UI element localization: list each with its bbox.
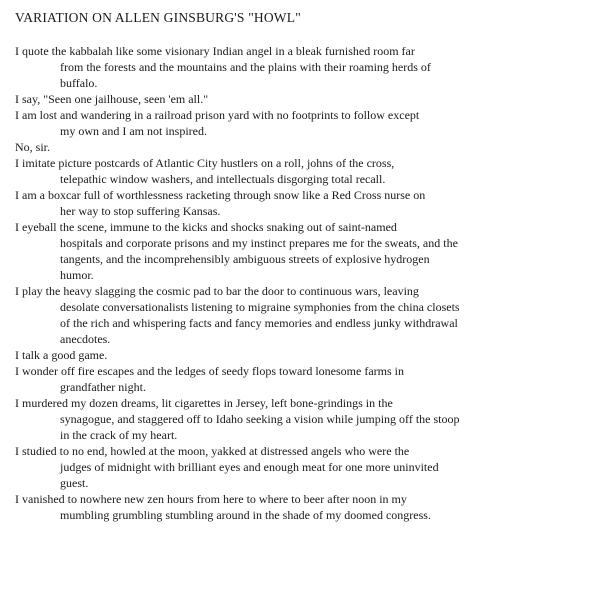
poem-line-continuation: grandfather night.	[60, 380, 146, 394]
poem-line-continuation: buffalo.	[60, 76, 98, 90]
poem-line: I am lost and wandering in a railroad prison yard with no footprints to follow except	[15, 108, 420, 122]
poem-stanza	[15, 283, 600, 347]
poem-line-continuation: humor.	[60, 268, 94, 282]
poem-line: I studied to no end, howled at the moon, yakked at distressed angels who were the	[15, 444, 410, 458]
poem-title: VARIATION ON ALLEN GINSBURG'S "HOWL"	[15, 10, 301, 25]
poem-stanza	[15, 187, 600, 219]
poem-line-continuation: of the rich and whispering facts and fancy memories and endless junky withdrawal	[60, 316, 458, 330]
poem-line: I vanished to nowhere new zen hours from here to where to beer after noon in my	[15, 492, 407, 506]
poem-stanza	[15, 43, 600, 91]
poem-stanza	[15, 395, 600, 443]
poem-line-continuation: hospitals and corporate prisons and my instinct prepares me for the sweats, and the	[60, 236, 458, 250]
poem-line: I murdered my dozen dreams, lit cigarettes in Jersey, left bone-grindings in the	[15, 396, 393, 410]
poem-line-continuation: synagogue, and staggered off to Idaho seeking a vision while jumping off the stoop	[60, 412, 460, 426]
poem-stanza	[15, 491, 600, 523]
poem-body	[15, 43, 600, 523]
document-page	[15, 9, 600, 523]
poem-line-continuation: from the forests and the mountains and the plains with their roaming herds of	[60, 60, 431, 74]
poem-line: I am a boxcar full of worthlessness racketing through snow like a Red Cross nurse on	[15, 188, 426, 202]
poem-line-continuation: guest.	[60, 476, 89, 490]
poem-line-continuation: judges of midnight with brilliant eyes and enough meat for one more uninvited	[60, 460, 439, 474]
poem-line: I talk a good game.	[15, 348, 108, 362]
poem-stanza	[15, 139, 600, 155]
poem-stanza	[15, 107, 600, 139]
poem-stanza	[15, 363, 600, 395]
poem-line: I play the heavy slagging the cosmic pad to bar the door to continuous wars, leaving	[15, 284, 419, 298]
poem-line: No, sir.	[15, 140, 51, 154]
poem-line: I wonder off fire escapes and the ledges of seedy flops toward lonesome farms in	[15, 364, 404, 378]
poem-line: I imitate picture postcards of Atlantic City hustlers on a roll, johns of the cross,	[15, 156, 395, 170]
poem-line-continuation: my own and I am not inspired.	[60, 124, 207, 138]
poem-line: I quote the kabbalah like some visionary Indian angel in a bleak furnished room far	[15, 44, 415, 58]
poem-line: I say, "Seen one jailhouse, seen 'em all."	[15, 92, 209, 106]
poem-stanza	[15, 155, 600, 187]
poem-stanza	[15, 443, 600, 491]
poem-stanza	[15, 347, 600, 363]
poem-stanza	[15, 91, 600, 107]
poem-line-continuation: in the crack of my heart.	[60, 428, 178, 442]
poem-stanza	[15, 219, 600, 283]
poem-line-continuation: telepathic window washers, and intellectuals disgorging total recall.	[60, 172, 386, 186]
poem-line-continuation: mumbling grumbling stumbling around in the shade of my doomed congress.	[60, 508, 431, 522]
poem-line-continuation: her way to stop suffering Kansas.	[60, 204, 221, 218]
poem-line-continuation: anecdotes.	[60, 332, 111, 346]
poem-line-continuation: tangents, and the incomprehensibly ambiguous streets of explosive hydrogen	[60, 252, 430, 266]
poem-line-continuation: desolate conversationalists listening to migraine symphonies from the china closets	[60, 300, 460, 314]
poem-line: I eyeball the scene, immune to the kicks and shocks snaking out of saint-named	[15, 220, 397, 234]
